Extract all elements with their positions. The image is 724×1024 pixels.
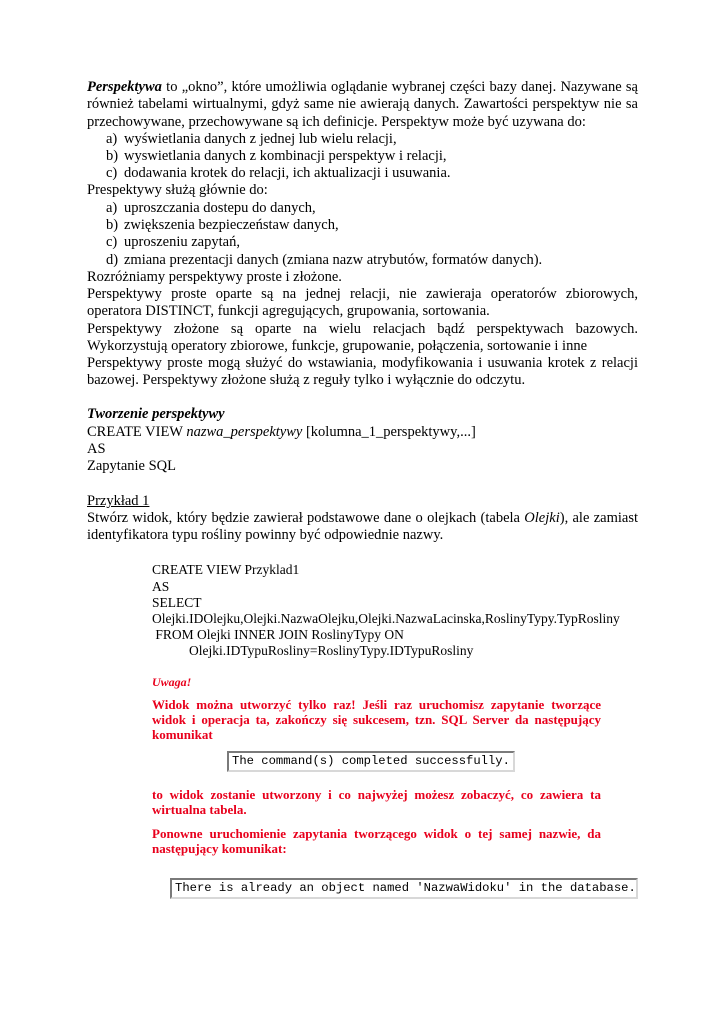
code-line: AS bbox=[152, 579, 170, 594]
purpose-marker: d) bbox=[106, 252, 119, 268]
code-line: Olejki.IDOlejku,Olejki.NazwaOlejku,Olejki.NazwaLacinska,RoslinyTypy.TypRosliny bbox=[152, 611, 620, 626]
purpose-item: uproszeniu zapytań, bbox=[124, 234, 240, 250]
types-line-5: Wykorzystują operatory zbiorowe, funkcje, grupowanie, połączenia, sortowanie i inne bbox=[87, 338, 588, 354]
uses-item: wyswietlania danych z kombinacji perspektyw i relacji, bbox=[124, 148, 447, 164]
uses-item: dodawania krotek do relacji, ich aktualizacji i usuwania. bbox=[124, 165, 451, 181]
uses-marker: c) bbox=[106, 165, 118, 181]
purpose-heading: Prespektywy służą głównie do: bbox=[87, 182, 268, 198]
types-line-2: Perspektywy proste oparte są na jednej relacji, nie zawieraja operatorów zbiorowych, bbox=[87, 286, 638, 302]
section-heading: Tworzenie perspektywy bbox=[87, 406, 225, 422]
syntax-as: AS bbox=[87, 441, 106, 457]
example-desc-line-2: identyfikatora typu rośliny powinny być odpowiednie nazwy. bbox=[87, 527, 444, 543]
syntax-rest: [kolumna_1_perspektywy,...] bbox=[302, 424, 476, 440]
types-line-3: operatora DISTINCT, funkcji agregujących, grupowania, sortowania. bbox=[87, 303, 490, 319]
types-line-7: bazowej. Perspektywy złożone służą z reguły tylko i wyłącznie do odczytu. bbox=[87, 372, 526, 388]
purpose-marker: a) bbox=[106, 200, 118, 216]
note-p3-line-1: Ponowne uruchomienie zapytania tworzącego widok o tej samej nazwie, da bbox=[152, 826, 601, 841]
code-line: CREATE VIEW Przyklad1 bbox=[152, 562, 300, 577]
purpose-marker: b) bbox=[106, 217, 119, 233]
example-table-name: Olejki bbox=[524, 510, 560, 526]
example-title: Przykład 1 bbox=[87, 493, 150, 509]
purpose-item: zmiana prezentacji danych (zmiana nazw atrybutów, formatów danych). bbox=[124, 252, 543, 268]
syntax-keyword: CREATE VIEW bbox=[87, 424, 187, 440]
types-line-4: Perspektywy złożone są oparte na wielu relacjach bądź perspektywach bazowych. bbox=[87, 321, 638, 337]
uses-item: wyświetlania danych z jednej lub wielu relacji, bbox=[124, 131, 397, 147]
example-desc-a: Stwórz widok, który będzie zawierał podstawowe dane o olejkach (tabela bbox=[87, 510, 525, 526]
note-p2-line-1: to widok zostanie utworzony i co najwyżej możesz zobaczyć, co zawiera ta bbox=[152, 787, 601, 802]
message-already-exists: There is already an object named 'NazwaWidoku' in the database. bbox=[170, 878, 638, 899]
syntax-name: nazwa_perspektywy bbox=[186, 424, 303, 440]
syntax-query: Zapytanie SQL bbox=[87, 458, 176, 474]
intro-line-3: przechowywane, przechowywane są ich definicje. Perspektyw może być uzywana do: bbox=[87, 114, 586, 130]
purpose-item: uproszczania dostepu do danych, bbox=[124, 200, 316, 216]
note-p1-line-1: Widok można utworzyć tylko raz! Jeśli raz uruchomisz zapytanie tworzące bbox=[152, 697, 601, 712]
intro-line-2: również tabelami wirtualnymi, gdyż same nie awierają danych. Zawartości perspektyw nie sa bbox=[87, 96, 638, 112]
uses-marker: b) bbox=[106, 148, 119, 164]
syntax-line bbox=[87, 424, 476, 441]
example-desc-line-1 bbox=[87, 510, 638, 527]
note-p1-line-2: widok i operacja ta, zakończy się sukcesem, tzn. SQL Server da następujący bbox=[152, 712, 601, 727]
intro-line-1 bbox=[87, 79, 638, 96]
intro-term: Perspektywa bbox=[87, 79, 162, 95]
code-line: Olejki.IDTypuRosliny=RoslinyTypy.IDTypuRosliny bbox=[189, 643, 474, 658]
purpose-marker: c) bbox=[106, 234, 118, 250]
code-line: FROM Olejki INNER JOIN RoslinyTypy ON bbox=[152, 627, 404, 642]
code-line: SELECT bbox=[152, 595, 202, 610]
note-label: Uwaga! bbox=[152, 675, 192, 689]
purpose-item: zwiększenia bezpieczeństaw danych, bbox=[124, 217, 339, 233]
intro-line-1-text: to „okno”, które umożliwia oglądanie wybranej części bazy danej. Nazywane są bbox=[161, 79, 638, 95]
note-p2-line-2: wirtualna tabela. bbox=[152, 802, 247, 817]
types-line-1: Rozróżniamy perspektywy proste i złożone. bbox=[87, 269, 342, 285]
uses-marker: a) bbox=[106, 131, 118, 147]
note-p3-line-2: następujący komunikat: bbox=[152, 841, 287, 856]
message-success: The command(s) completed successfully. bbox=[227, 751, 515, 772]
note-p1-line-3: komunikat bbox=[152, 727, 213, 742]
example-desc-b: ), ale zamiast bbox=[559, 510, 638, 526]
types-line-6: Perspektywy proste mogą służyć do wstawiania, modyfikowania i usuwania krotek z relacji bbox=[87, 355, 638, 371]
